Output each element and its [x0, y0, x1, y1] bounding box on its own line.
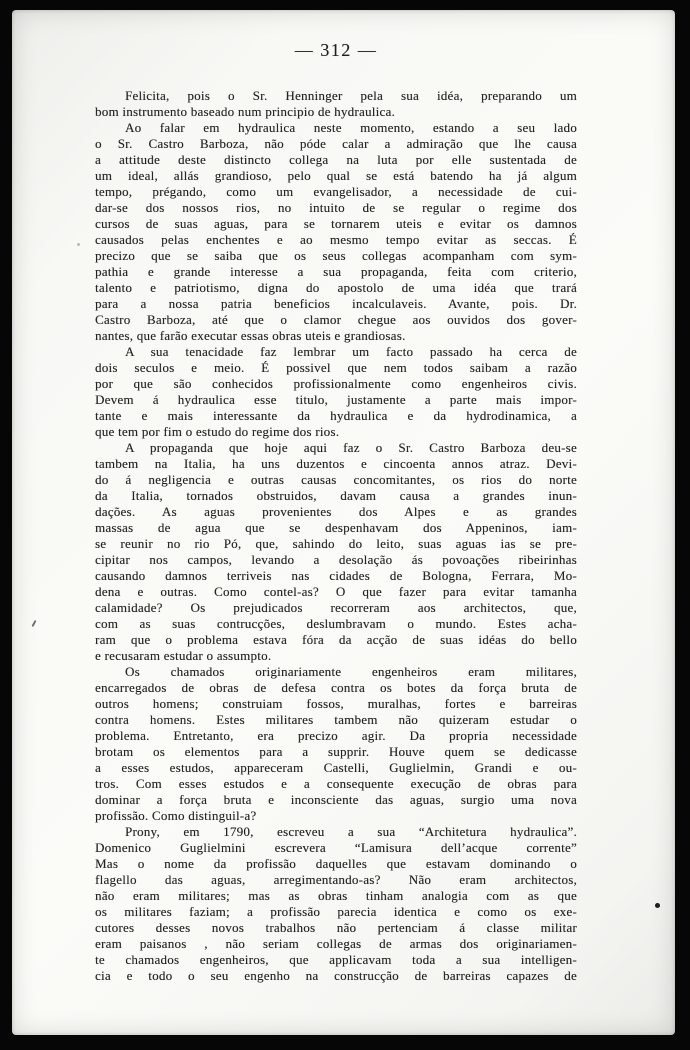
text-line: com as suas contrucções, deslumbravam o mundo. Estes acha- — [95, 616, 577, 631]
text-line: precizo que se saiba que os seus collegas acompanham com sym- — [95, 248, 577, 263]
text-line: pathia e grande interesse a sua propaganda, feita com criterio, — [95, 264, 577, 279]
text-line: cia e todo o seu engenho na construcção de barreiras capazes de — [95, 968, 577, 983]
text-line: que tem por fim o estudo do regime dos rios. — [95, 424, 340, 439]
text-line: nantes, que farão executar essas obras uteis e grandiosas. — [95, 328, 406, 343]
text-line: Domenico Guglielmini escrevera “Lamisura dell’acque corrente” — [95, 840, 577, 855]
page-number: — 312 — — [294, 40, 378, 60]
text-line: não eram militares; mas as obras tinham analogia com as que — [95, 888, 577, 903]
text-line: o Sr. Castro Barboza, não póde calar a admiração que lhe causa — [95, 136, 577, 151]
text-line: A propaganda que hoje aqui faz o Sr. Castro Barboza deu-se — [125, 440, 577, 455]
text-line: dominar a força bruta e inconsciente das aguas, surgio uma nova — [95, 792, 577, 807]
text-line: dena e outras. Como contel-as? O que fazer para evitar tamanha — [95, 584, 577, 599]
text-line: talento e patriotismo, digna do apostolo de uma idéa que trará — [95, 280, 577, 295]
text-line: encarregados de obras de defesa contra os botes da força bruta de — [95, 680, 577, 695]
text-block — [95, 88, 577, 984]
text-line: Devem á hydraulica esse titulo, justamente a parte mais impor- — [95, 392, 577, 407]
text-line: Os chamados originariamente engenheiros eram militares, — [125, 664, 577, 679]
text-line: tros. Com esses estudos e a consequente execução de obras para — [95, 776, 577, 791]
text-line: dois seculos e meio. É possivel que nem todos saibam a razão — [95, 360, 577, 375]
text-line: cipitar nos campos, levando a desolação ás povoações ribeirinhas — [95, 552, 577, 567]
text-line: problema. Entretanto, era precizo agir. Da propria necessidade — [95, 728, 577, 743]
text-line: causando damnos terriveis nas cidades de Bologna, Ferrara, Mo- — [95, 568, 577, 583]
text-line: massas de agua que se despenhavam dos Appeninos, iam- — [95, 520, 577, 535]
text-line: cursos de suas aguas, para se tornarem uteis e evitar os damnos — [95, 216, 577, 231]
text-line: te chamados engenheiros, que applicavam toda a sua intelligen- — [95, 952, 577, 967]
text-line: contra homens. Estes militares tambem não quizeram estudar o — [95, 712, 577, 727]
text-line: dar-se dos nossos rios, no intuito de se regular o regime dos — [95, 200, 577, 215]
text-line: ram que o problema estava fóra da acção de suas idéas do bello — [95, 632, 577, 647]
book-page — [12, 10, 675, 1035]
scan-speck — [655, 903, 660, 908]
text-line: Ao falar em hydraulica neste momento, estando a seu lado — [125, 120, 577, 135]
text-line: se reunir no rio Pó, que, sahindo do leito, suas aguas ias se pre- — [95, 536, 577, 551]
text-line: a esses estudos, appareceram Castelli, Guglielmin, Grandi e ou- — [95, 760, 577, 775]
text-line: A sua tenacidade faz lembrar um facto passado ha cerca de — [125, 344, 577, 359]
text-line: Prony, em 1790, escreveu a sua “Architetura hydraulica”. — [125, 824, 577, 839]
text-line: Felicita, pois o Sr. Henninger pela sua idéa, preparando um — [125, 88, 577, 103]
text-line: para a nossa patria beneficios incalculaveis. Avante, pois. Dr. — [95, 296, 577, 311]
text-line: os militares faziam; a profissão parecia identica e como os exe- — [95, 904, 577, 919]
text-line: brotam os elementos para a supprir. Houve quem se dedicasse — [95, 744, 577, 759]
scan-speck — [31, 620, 36, 627]
text-line: causados pelas enchentes e ao mesmo tempo evitar as seccas. É — [95, 232, 577, 247]
text-line: tempo, prégando, como um evangelisador, a necessidade de cui- — [95, 184, 577, 199]
text-line: profissão. Como distinguil-a? — [95, 808, 257, 823]
text-line: flagello das aguas, arregimentando-as? Não eram architectos, — [95, 872, 577, 887]
text-line: a attitude deste distincto collega na luta por elle sustentada de — [95, 152, 577, 167]
text-line: cutores desses novos trabalhos não pertenciam á classe militar — [95, 920, 577, 935]
text-line: eram paisanos , não seriam collegas de armas dos originariamen- — [95, 936, 577, 951]
text-line: e recusaram estudar o assumpto. — [95, 648, 272, 663]
text-line: outros homens; construiam fossos, muralhas, fortes e barreiras — [95, 696, 577, 711]
text-line: da Italia, tornados obstruidos, davam causa a grandes inun- — [95, 488, 577, 503]
text-line: tambem na Italia, ha uns duzentos e cincoenta annos atraz. Devi- — [95, 456, 577, 471]
scan-speck — [77, 243, 80, 246]
text-line: tante e mais interessante da hydraulica e da hydrodinamica, a — [95, 408, 577, 423]
text-line: dações. As aguas provenientes dos Alpes e as grandes — [95, 504, 577, 519]
text-line: calamidade? Os prejudicados recorreram aos architectos, que, — [95, 600, 577, 615]
text-line: um ideal, allás grandioso, pelo qual se está batendo ha já algum — [95, 168, 577, 183]
text-line: do á negligencia e outras causas concomitantes, os rios do norte — [95, 472, 577, 487]
text-line: bom instrumento baseado num principio de hydraulica. — [95, 104, 396, 119]
text-line: Mas o nome da profissão daquelles que estavam dominando o — [95, 856, 577, 871]
text-line: por que são conhecidos profissionalmente como engenheiros civis. — [95, 376, 577, 391]
text-line: Castro Barboza, até que o clamor chegue aos ouvidos dos gover- — [95, 312, 577, 327]
